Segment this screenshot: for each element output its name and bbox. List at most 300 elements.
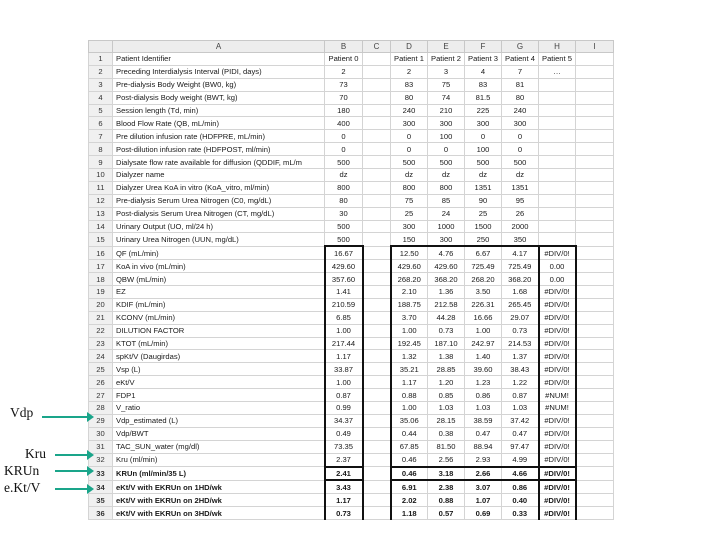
cell-b[interactable]: 70	[325, 91, 363, 104]
cell-e[interactable]: 0	[428, 143, 465, 156]
cell-g[interactable]: 29.07	[502, 311, 539, 324]
cell-d[interactable]: 25	[391, 207, 428, 220]
cell-e[interactable]: 212.58	[428, 298, 465, 311]
row-number[interactable]: 31	[89, 440, 113, 453]
cell-g[interactable]: 95	[502, 194, 539, 207]
row-number[interactable]: 9	[89, 156, 113, 169]
cell-h[interactable]	[539, 220, 576, 233]
table-row[interactable]	[89, 273, 614, 286]
cell-g[interactable]: 1.68	[502, 286, 539, 299]
cell-c[interactable]	[363, 130, 391, 143]
cell-i[interactable]	[576, 286, 614, 299]
cell-b[interactable]: 1.00	[325, 376, 363, 389]
cell-d[interactable]: 3.70	[391, 311, 428, 324]
cell-d[interactable]: 429.60	[391, 260, 428, 273]
cell-c[interactable]	[363, 494, 391, 507]
cell-e[interactable]: 300	[428, 117, 465, 130]
cell-i[interactable]	[576, 324, 614, 337]
cell-i[interactable]	[576, 402, 614, 415]
cell-d[interactable]: 6.91	[391, 480, 428, 493]
cell-c[interactable]	[363, 467, 391, 481]
cell-f[interactable]: 3.50	[465, 286, 502, 299]
column-header-b[interactable]: B	[325, 41, 363, 53]
cell-g[interactable]: 0.40	[502, 494, 539, 507]
cell-g[interactable]: 4.66	[502, 467, 539, 481]
cell-c[interactable]	[363, 363, 391, 376]
column-header-c[interactable]: C	[363, 41, 391, 53]
table-row[interactable]	[89, 220, 614, 233]
cell-f[interactable]: 88.94	[465, 440, 502, 453]
cell-g[interactable]: 1.03	[502, 402, 539, 415]
table-row[interactable]	[89, 427, 614, 440]
table-row[interactable]	[89, 363, 614, 376]
cell-e[interactable]: 0.57	[428, 507, 465, 520]
cell-e[interactable]: 1.38	[428, 350, 465, 363]
cell-b[interactable]: 1.17	[325, 350, 363, 363]
cell-g[interactable]: 0.33	[502, 507, 539, 520]
cell-h[interactable]	[539, 169, 576, 182]
cell-b[interactable]: 429.60	[325, 260, 363, 273]
cell-i[interactable]	[576, 350, 614, 363]
row-number[interactable]: 29	[89, 414, 113, 427]
cell-b[interactable]: dz	[325, 169, 363, 182]
cell-i[interactable]	[576, 311, 614, 324]
row-label-cell[interactable]: FDP1	[113, 389, 325, 402]
table-row[interactable]	[89, 494, 614, 507]
cell-f[interactable]: 0.86	[465, 389, 502, 402]
row-number[interactable]: 8	[89, 143, 113, 156]
cell-h[interactable]	[539, 130, 576, 143]
cell-c[interactable]	[363, 156, 391, 169]
cell-f[interactable]: 3.07	[465, 480, 502, 493]
cell-b[interactable]: 80	[325, 194, 363, 207]
row-number[interactable]: 18	[89, 273, 113, 286]
cell-b[interactable]: 210.59	[325, 298, 363, 311]
cell-d[interactable]: 1.00	[391, 402, 428, 415]
cell-h[interactable]: #DIV/0!	[539, 350, 576, 363]
cell-i[interactable]	[576, 363, 614, 376]
cell-e[interactable]: 0.73	[428, 324, 465, 337]
cell-f[interactable]: 1500	[465, 220, 502, 233]
cell-b[interactable]: 73	[325, 78, 363, 91]
cell-c[interactable]	[363, 194, 391, 207]
cell-d[interactable]: 192.45	[391, 337, 428, 350]
cell-e[interactable]: 429.60	[428, 260, 465, 273]
table-row[interactable]	[89, 91, 614, 104]
cell-d[interactable]: 0	[391, 130, 428, 143]
cell-g[interactable]: 1.37	[502, 350, 539, 363]
row-label-cell[interactable]: EZ	[113, 286, 325, 299]
cell-f[interactable]: Patient 3	[465, 53, 502, 66]
cell-f[interactable]: 500	[465, 156, 502, 169]
cell-h[interactable]: #DIV/0!	[539, 337, 576, 350]
table-row[interactable]	[89, 480, 614, 493]
cell-f[interactable]: 1.07	[465, 494, 502, 507]
spreadsheet-view[interactable]	[88, 40, 612, 518]
row-number[interactable]: 33	[89, 467, 113, 481]
table-row[interactable]	[89, 130, 614, 143]
cell-g[interactable]: 368.20	[502, 273, 539, 286]
cell-i[interactable]	[576, 233, 614, 246]
row-label-cell[interactable]: eKt/V	[113, 376, 325, 389]
table-row[interactable]	[89, 337, 614, 350]
cell-d[interactable]: 0	[391, 143, 428, 156]
cell-e[interactable]: 85	[428, 194, 465, 207]
row-number[interactable]: 19	[89, 286, 113, 299]
cell-c[interactable]	[363, 427, 391, 440]
cell-g[interactable]: 500	[502, 156, 539, 169]
cell-g[interactable]: 2000	[502, 220, 539, 233]
cell-f[interactable]: 1.40	[465, 350, 502, 363]
row-number[interactable]: 1	[89, 53, 113, 66]
cell-f[interactable]: 0	[465, 130, 502, 143]
cell-h[interactable]: #DIV/0!	[539, 286, 576, 299]
cell-e[interactable]: 3.18	[428, 467, 465, 481]
row-label-cell[interactable]: V_ratio	[113, 402, 325, 415]
cell-d[interactable]: 240	[391, 104, 428, 117]
cell-b[interactable]: 180	[325, 104, 363, 117]
cell-i[interactable]	[576, 181, 614, 194]
table-row[interactable]	[89, 156, 614, 169]
cell-f[interactable]: 300	[465, 117, 502, 130]
cell-c[interactable]	[363, 286, 391, 299]
cell-d[interactable]: 67.85	[391, 440, 428, 453]
cell-g[interactable]: 38.43	[502, 363, 539, 376]
cell-i[interactable]	[576, 91, 614, 104]
table-row[interactable]	[89, 53, 614, 66]
cell-i[interactable]	[576, 480, 614, 493]
cell-d[interactable]: 150	[391, 233, 428, 246]
cell-g[interactable]: 37.42	[502, 414, 539, 427]
cell-b[interactable]: 400	[325, 117, 363, 130]
cell-b[interactable]: 1.17	[325, 494, 363, 507]
cell-d[interactable]: 1.18	[391, 507, 428, 520]
cell-i[interactable]	[576, 104, 614, 117]
cell-g[interactable]: 80	[502, 91, 539, 104]
cell-d[interactable]: 0.88	[391, 389, 428, 402]
cell-c[interactable]	[363, 480, 391, 493]
cell-c[interactable]	[363, 402, 391, 415]
table-row[interactable]	[89, 440, 614, 453]
cell-i[interactable]	[576, 143, 614, 156]
row-label-cell[interactable]: eKt/V with EKRUn on 1HD/wk	[113, 480, 325, 493]
row-label-cell[interactable]: KDIF (mL/min)	[113, 298, 325, 311]
cell-g[interactable]: 0.73	[502, 324, 539, 337]
cell-e[interactable]: 44.28	[428, 311, 465, 324]
cell-c[interactable]	[363, 389, 391, 402]
cell-b[interactable]: 0.73	[325, 507, 363, 520]
cell-d[interactable]: 1.17	[391, 376, 428, 389]
table-row[interactable]	[89, 117, 614, 130]
cell-g[interactable]: 0.86	[502, 480, 539, 493]
cell-h[interactable]	[539, 181, 576, 194]
row-number[interactable]: 34	[89, 480, 113, 493]
cell-b[interactable]: 3.43	[325, 480, 363, 493]
cell-b[interactable]: 217.44	[325, 337, 363, 350]
row-label-cell[interactable]: KTOT (mL/min)	[113, 337, 325, 350]
cell-b[interactable]: 73.35	[325, 440, 363, 453]
cell-f[interactable]: 225	[465, 104, 502, 117]
row-label-cell[interactable]: Pre-dialysis Serum Urea Nitrogen (C0, mg/dL)	[113, 194, 325, 207]
row-label-cell[interactable]: Pre dilution infusion rate (HDFPRE, mL/min)	[113, 130, 325, 143]
cell-i[interactable]	[576, 273, 614, 286]
cell-c[interactable]	[363, 350, 391, 363]
cell-g[interactable]: 350	[502, 233, 539, 246]
cell-i[interactable]	[576, 427, 614, 440]
row-number[interactable]: 2	[89, 65, 113, 78]
cell-i[interactable]	[576, 194, 614, 207]
row-number[interactable]: 15	[89, 233, 113, 246]
row-label-cell[interactable]: Post-dialysis Body weight (BWT, kg)	[113, 91, 325, 104]
cell-h[interactable]: #DIV/0!	[539, 453, 576, 466]
cell-h[interactable]: #DIV/0!	[539, 494, 576, 507]
cell-i[interactable]	[576, 130, 614, 143]
cell-g[interactable]: 0	[502, 130, 539, 143]
row-label-cell[interactable]: Session length (Td, min)	[113, 104, 325, 117]
table-row[interactable]	[89, 376, 614, 389]
cell-e[interactable]: dz	[428, 169, 465, 182]
cell-d[interactable]: 1.32	[391, 350, 428, 363]
cell-d[interactable]: 1.00	[391, 324, 428, 337]
cell-g[interactable]: 4.99	[502, 453, 539, 466]
cell-f[interactable]: 268.20	[465, 273, 502, 286]
cell-d[interactable]: 268.20	[391, 273, 428, 286]
row-label-cell[interactable]: spKt/V (Daugirdas)	[113, 350, 325, 363]
cell-f[interactable]: 2.93	[465, 453, 502, 466]
cell-c[interactable]	[363, 53, 391, 66]
cell-h[interactable]: #DIV/0!	[539, 427, 576, 440]
cell-c[interactable]	[363, 246, 391, 259]
cell-h[interactable]: 0.00	[539, 260, 576, 273]
cell-g[interactable]: 1351	[502, 181, 539, 194]
cell-b[interactable]: 0.87	[325, 389, 363, 402]
cell-f[interactable]: 90	[465, 194, 502, 207]
cell-g[interactable]: 81	[502, 78, 539, 91]
cell-b[interactable]: 2.37	[325, 453, 363, 466]
cell-f[interactable]: 0.69	[465, 507, 502, 520]
cell-e[interactable]: 75	[428, 78, 465, 91]
cell-e[interactable]: 81.50	[428, 440, 465, 453]
cell-g[interactable]: Patient 4	[502, 53, 539, 66]
cell-b[interactable]: 2.41	[325, 467, 363, 481]
cell-h[interactable]	[539, 91, 576, 104]
row-number[interactable]: 5	[89, 104, 113, 117]
cell-i[interactable]	[576, 53, 614, 66]
cell-i[interactable]	[576, 246, 614, 259]
cell-g[interactable]: 0.87	[502, 389, 539, 402]
row-number[interactable]: 26	[89, 376, 113, 389]
cell-b[interactable]: 6.85	[325, 311, 363, 324]
cell-f[interactable]: 250	[465, 233, 502, 246]
cell-h[interactable]: #DIV/0!	[539, 414, 576, 427]
cell-f[interactable]: 81.5	[465, 91, 502, 104]
table-row[interactable]	[89, 181, 614, 194]
cell-i[interactable]	[576, 169, 614, 182]
cell-b[interactable]: 800	[325, 181, 363, 194]
cell-d[interactable]: 2.02	[391, 494, 428, 507]
table-row[interactable]	[89, 233, 614, 246]
cell-e[interactable]: 2.38	[428, 480, 465, 493]
row-number[interactable]: 17	[89, 260, 113, 273]
cell-d[interactable]: 35.21	[391, 363, 428, 376]
cell-g[interactable]: 7	[502, 65, 539, 78]
row-label-cell[interactable]: Patient Identifier	[113, 53, 325, 66]
cell-i[interactable]	[576, 65, 614, 78]
cell-h[interactable]: #DIV/0!	[539, 298, 576, 311]
cell-e[interactable]: 210	[428, 104, 465, 117]
table-row[interactable]	[89, 104, 614, 117]
cell-h[interactable]: #DIV/0!	[539, 507, 576, 520]
row-number[interactable]: 16	[89, 246, 113, 259]
table-row[interactable]	[89, 169, 614, 182]
cell-c[interactable]	[363, 233, 391, 246]
row-label-cell[interactable]: DILUTION FACTOR	[113, 324, 325, 337]
cell-g[interactable]: 97.47	[502, 440, 539, 453]
cell-e[interactable]: Patient 2	[428, 53, 465, 66]
cell-c[interactable]	[363, 104, 391, 117]
column-header-e[interactable]: E	[428, 41, 465, 53]
row-label-cell[interactable]: Dialysate flow rate available for diffusion (QDDIF, mL/m	[113, 156, 325, 169]
cell-c[interactable]	[363, 376, 391, 389]
row-label-cell[interactable]: Vdp_estimated (L)	[113, 414, 325, 427]
row-number[interactable]: 14	[89, 220, 113, 233]
cell-f[interactable]: 100	[465, 143, 502, 156]
cell-b[interactable]: 500	[325, 220, 363, 233]
cell-g[interactable]: 0	[502, 143, 539, 156]
cell-i[interactable]	[576, 260, 614, 273]
cell-f[interactable]: 725.49	[465, 260, 502, 273]
cell-d[interactable]: 35.06	[391, 414, 428, 427]
cell-f[interactable]: 16.66	[465, 311, 502, 324]
cell-h[interactable]: #DIV/0!	[539, 376, 576, 389]
cell-i[interactable]	[576, 298, 614, 311]
cell-g[interactable]: dz	[502, 169, 539, 182]
cell-f[interactable]: 25	[465, 207, 502, 220]
cell-f[interactable]: 1351	[465, 181, 502, 194]
cell-g[interactable]: 725.49	[502, 260, 539, 273]
cell-i[interactable]	[576, 453, 614, 466]
cell-e[interactable]: 4.76	[428, 246, 465, 259]
row-label-cell[interactable]: Urinary Urea Nitrogen (UUN, mg/dL)	[113, 233, 325, 246]
cell-b[interactable]: 1.41	[325, 286, 363, 299]
cell-h[interactable]: #DIV/0!	[539, 246, 576, 259]
cell-h[interactable]: Patient 5	[539, 53, 576, 66]
table-row[interactable]	[89, 467, 614, 481]
cell-c[interactable]	[363, 507, 391, 520]
row-number[interactable]: 7	[89, 130, 113, 143]
row-number[interactable]: 35	[89, 494, 113, 507]
cell-f[interactable]: 39.60	[465, 363, 502, 376]
cell-d[interactable]: 188.75	[391, 298, 428, 311]
cell-e[interactable]: 800	[428, 181, 465, 194]
cell-d[interactable]: dz	[391, 169, 428, 182]
cell-d[interactable]: 12.50	[391, 246, 428, 259]
cell-d[interactable]: 800	[391, 181, 428, 194]
cell-b[interactable]: 0	[325, 130, 363, 143]
cell-i[interactable]	[576, 414, 614, 427]
cell-d[interactable]: 2.10	[391, 286, 428, 299]
table-row[interactable]	[89, 246, 614, 259]
cell-e[interactable]: 1.20	[428, 376, 465, 389]
cell-e[interactable]: 28.85	[428, 363, 465, 376]
row-label-cell[interactable]: eKt/V with EKRUn on 2HD/wk	[113, 494, 325, 507]
cell-e[interactable]: 0.85	[428, 389, 465, 402]
cell-g[interactable]: 300	[502, 117, 539, 130]
cell-i[interactable]	[576, 389, 614, 402]
row-number[interactable]: 23	[89, 337, 113, 350]
cell-d[interactable]: 83	[391, 78, 428, 91]
cell-f[interactable]: 226.31	[465, 298, 502, 311]
cell-g[interactable]: 1.22	[502, 376, 539, 389]
row-number[interactable]: 32	[89, 453, 113, 466]
cell-e[interactable]: 0.88	[428, 494, 465, 507]
row-label-cell[interactable]: QBW (mL/min)	[113, 273, 325, 286]
cell-i[interactable]	[576, 440, 614, 453]
cell-b[interactable]: 0	[325, 143, 363, 156]
row-number[interactable]: 28	[89, 402, 113, 415]
column-header-a[interactable]: A	[113, 41, 325, 53]
table-row[interactable]	[89, 324, 614, 337]
cell-e[interactable]: 1.36	[428, 286, 465, 299]
cell-b[interactable]: 357.60	[325, 273, 363, 286]
cell-b[interactable]: Patient 0	[325, 53, 363, 66]
row-number[interactable]: 10	[89, 169, 113, 182]
cell-g[interactable]: 214.53	[502, 337, 539, 350]
cell-b[interactable]: 500	[325, 156, 363, 169]
table-row[interactable]	[89, 194, 614, 207]
cell-e[interactable]: 2.56	[428, 453, 465, 466]
row-label-cell[interactable]: Vsp (L)	[113, 363, 325, 376]
row-label-cell[interactable]: Preceding Interdialysis Interval (PIDI, days)	[113, 65, 325, 78]
cell-i[interactable]	[576, 507, 614, 520]
row-number[interactable]: 13	[89, 207, 113, 220]
cell-f[interactable]: dz	[465, 169, 502, 182]
table-row[interactable]	[89, 298, 614, 311]
cell-b[interactable]: 16.67	[325, 246, 363, 259]
cell-f[interactable]: 83	[465, 78, 502, 91]
row-number[interactable]: 11	[89, 181, 113, 194]
table-row[interactable]	[89, 260, 614, 273]
column-header-d[interactable]: D	[391, 41, 428, 53]
cell-h[interactable]	[539, 104, 576, 117]
cell-c[interactable]	[363, 324, 391, 337]
select-all-corner[interactable]	[89, 41, 113, 53]
cell-f[interactable]: 6.67	[465, 246, 502, 259]
cell-b[interactable]: 500	[325, 233, 363, 246]
cell-c[interactable]	[363, 311, 391, 324]
row-label-cell[interactable]: Kru (ml/min)	[113, 453, 325, 466]
cell-g[interactable]: 0.47	[502, 427, 539, 440]
cell-b[interactable]: 33.87	[325, 363, 363, 376]
column-header-g[interactable]: G	[502, 41, 539, 53]
cell-h[interactable]: 0.00	[539, 273, 576, 286]
cell-d[interactable]: 0.46	[391, 467, 428, 481]
row-number[interactable]: 25	[89, 363, 113, 376]
column-header-i[interactable]: I	[576, 41, 614, 53]
cell-h[interactable]	[539, 143, 576, 156]
cell-d[interactable]: 0.44	[391, 427, 428, 440]
cell-g[interactable]: 240	[502, 104, 539, 117]
cell-c[interactable]	[363, 181, 391, 194]
cell-h[interactable]: #NUM!	[539, 402, 576, 415]
cell-f[interactable]: 1.03	[465, 402, 502, 415]
table-row[interactable]	[89, 286, 614, 299]
row-label-cell[interactable]: Blood Flow Rate (QB, mL/min)	[113, 117, 325, 130]
cell-h[interactable]: #NUM!	[539, 389, 576, 402]
row-number[interactable]: 4	[89, 91, 113, 104]
cell-e[interactable]: 300	[428, 233, 465, 246]
cell-h[interactable]: #DIV/0!	[539, 467, 576, 481]
